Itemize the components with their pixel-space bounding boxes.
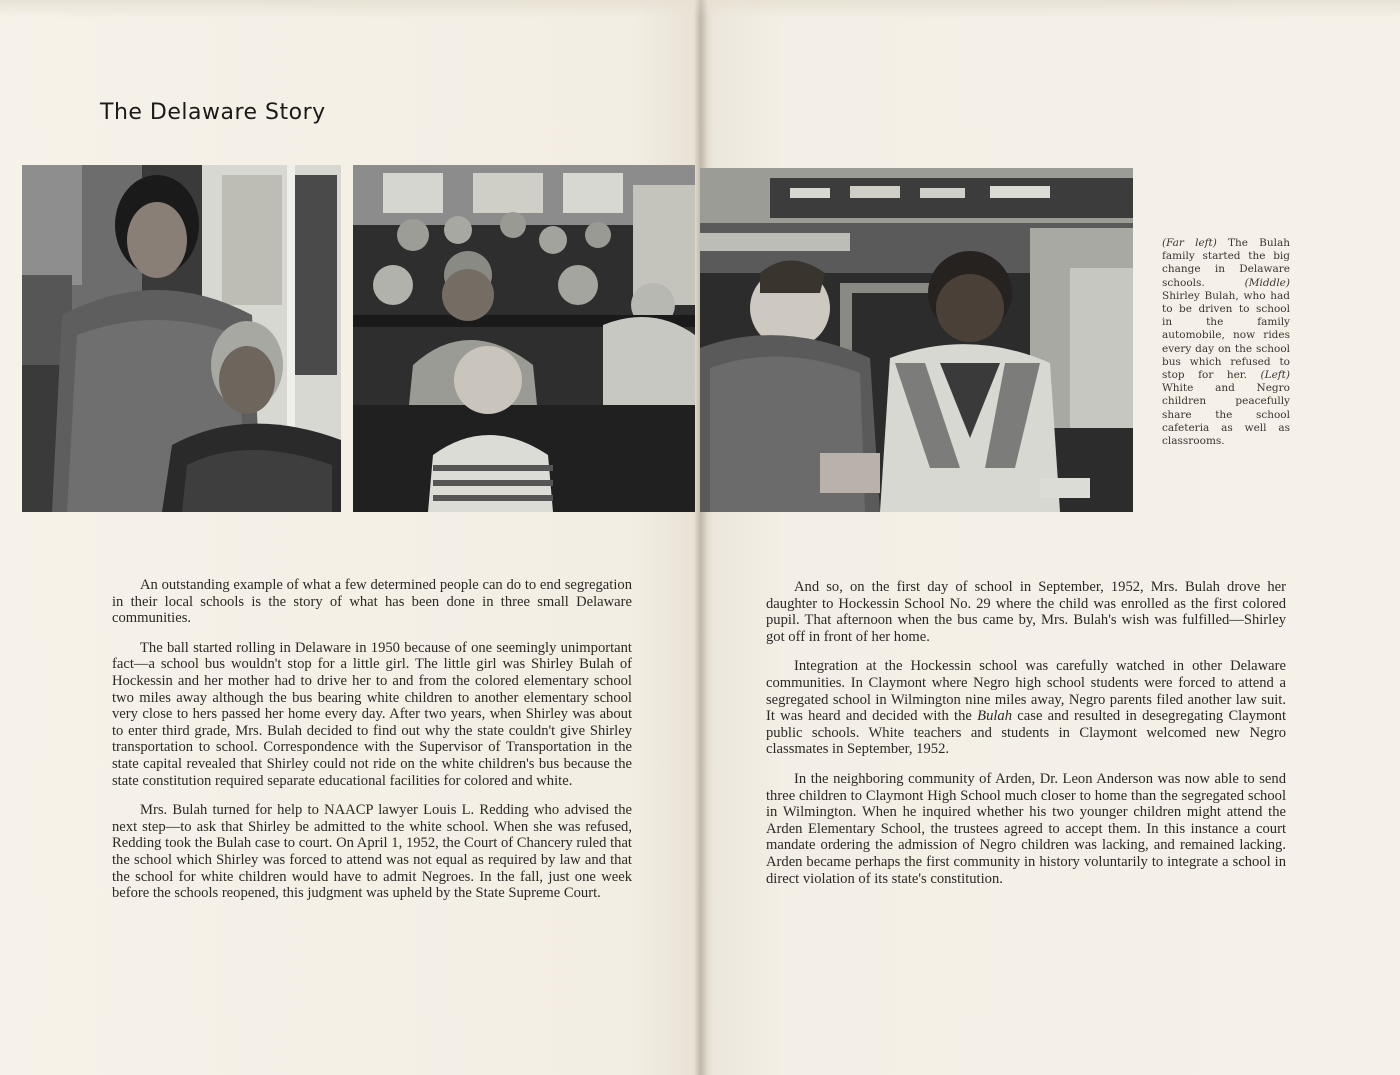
caption-left-label: (Left) — [1260, 369, 1290, 382]
paragraph: An outstanding example of what a few determined people can do to end segregation in their local schools is the story of what has been done in three small Delaware communities. — [112, 577, 632, 627]
photo-bulah-family — [22, 165, 341, 512]
paragraph: Mrs. Bulah turned for help to NAACP lawyer Louis L. Redding who advised the next step—to ask that Shirley be admitted to the white school. When she was refused, Redding took the Bulah case to court. On April 1, 1952, the Court of Chancery ruled that the school which Shirley was forced to attend was not equal as required by law and that the school for white children would have to admit Negroes. In the fall, just one week before the schools reopened, this judgment was upheld by the State Supreme Court. — [112, 802, 632, 902]
caption-far-left-label: (Far left) — [1162, 237, 1217, 249]
left-text-column — [112, 577, 632, 915]
caption-text-1: The Bulah family started the big change in Delaware schools. — [1162, 237, 1291, 289]
photo-school-cafeteria — [700, 168, 1133, 512]
case-name-italic: Bulah — [977, 708, 1013, 725]
caption-text-3: White and Negro children peacefully share the school cafeteria as well as classrooms. — [1162, 382, 1290, 448]
paragraph: The ball started rolling in Delaware in 1950 because of one seemingly unimportant fact—a school bus wouldn't stop for a little girl. The little girl was Shirley Bulah of Hockessin and her mother had to drive her to and from the colored elementary school two miles away although the bus bearing white children to another elementary school very close to hers passed her home every day. After two years, when Shirley was about to enter third grade, Mrs. Bulah decided to find out why the state couldn't give Shirley transportation to school. Correspondence with the Supervisor of Transportation in the state capital revealed that Shirley could not ride on the white children's bus because the state constitution required separate educational facilities for colored and white. — [112, 639, 632, 789]
paragraph-text: Integration at the Hockessin school was carefully watched in other Delaware communities. In Claymont where Negro high school students were forced to attend a segregated school in Wilmington nine miles away, Negro parents filed another law suit. It was heard and decided with the — [766, 658, 1286, 725]
paragraph: And so, on the first day of school in September, 1952, Mrs. Bulah drove her daughter to Hockessin School No. 29 where the child was enrolled as the first colored pupil. That afternoon when the bus came by, Mrs. Bulah's wish was fulfilled—Shirley got off in front of her home. — [766, 579, 1286, 645]
caption-text-2: Shirley Bulah, who had to be driven to school in the family automobile, now rides every day on the school bus which refused to stop for her. — [1162, 289, 1290, 382]
page-title: The Delaware Story — [100, 100, 326, 125]
paragraph-text: case and resulted in desegregating Claymont public schools. White teachers and students in Claymont welcomed new Negro classmates in September, 1952. — [766, 708, 1287, 758]
center-gutter — [694, 0, 708, 1075]
right-text-column — [766, 579, 1286, 900]
photo-school-bus — [353, 165, 695, 512]
paragraph: In the neighboring community of Arden, Dr. Leon Anderson was now able to send three children to Claymont High School much closer to home than the segregated school in Wilmington. When he inquired whether his two younger children might attend the Arden Elementary School, the trustees agreed to accept them. In this instance a court mandate ordering the admission of Negro children was lacking, and remained lacking. Arden became perhaps the first community in history voluntarily to integrate a school in direct violation of its state's constitution. — [766, 770, 1286, 887]
caption-middle-label: (Middle) — [1244, 276, 1290, 289]
photo-caption — [1162, 237, 1290, 448]
paragraph — [766, 658, 1286, 758]
